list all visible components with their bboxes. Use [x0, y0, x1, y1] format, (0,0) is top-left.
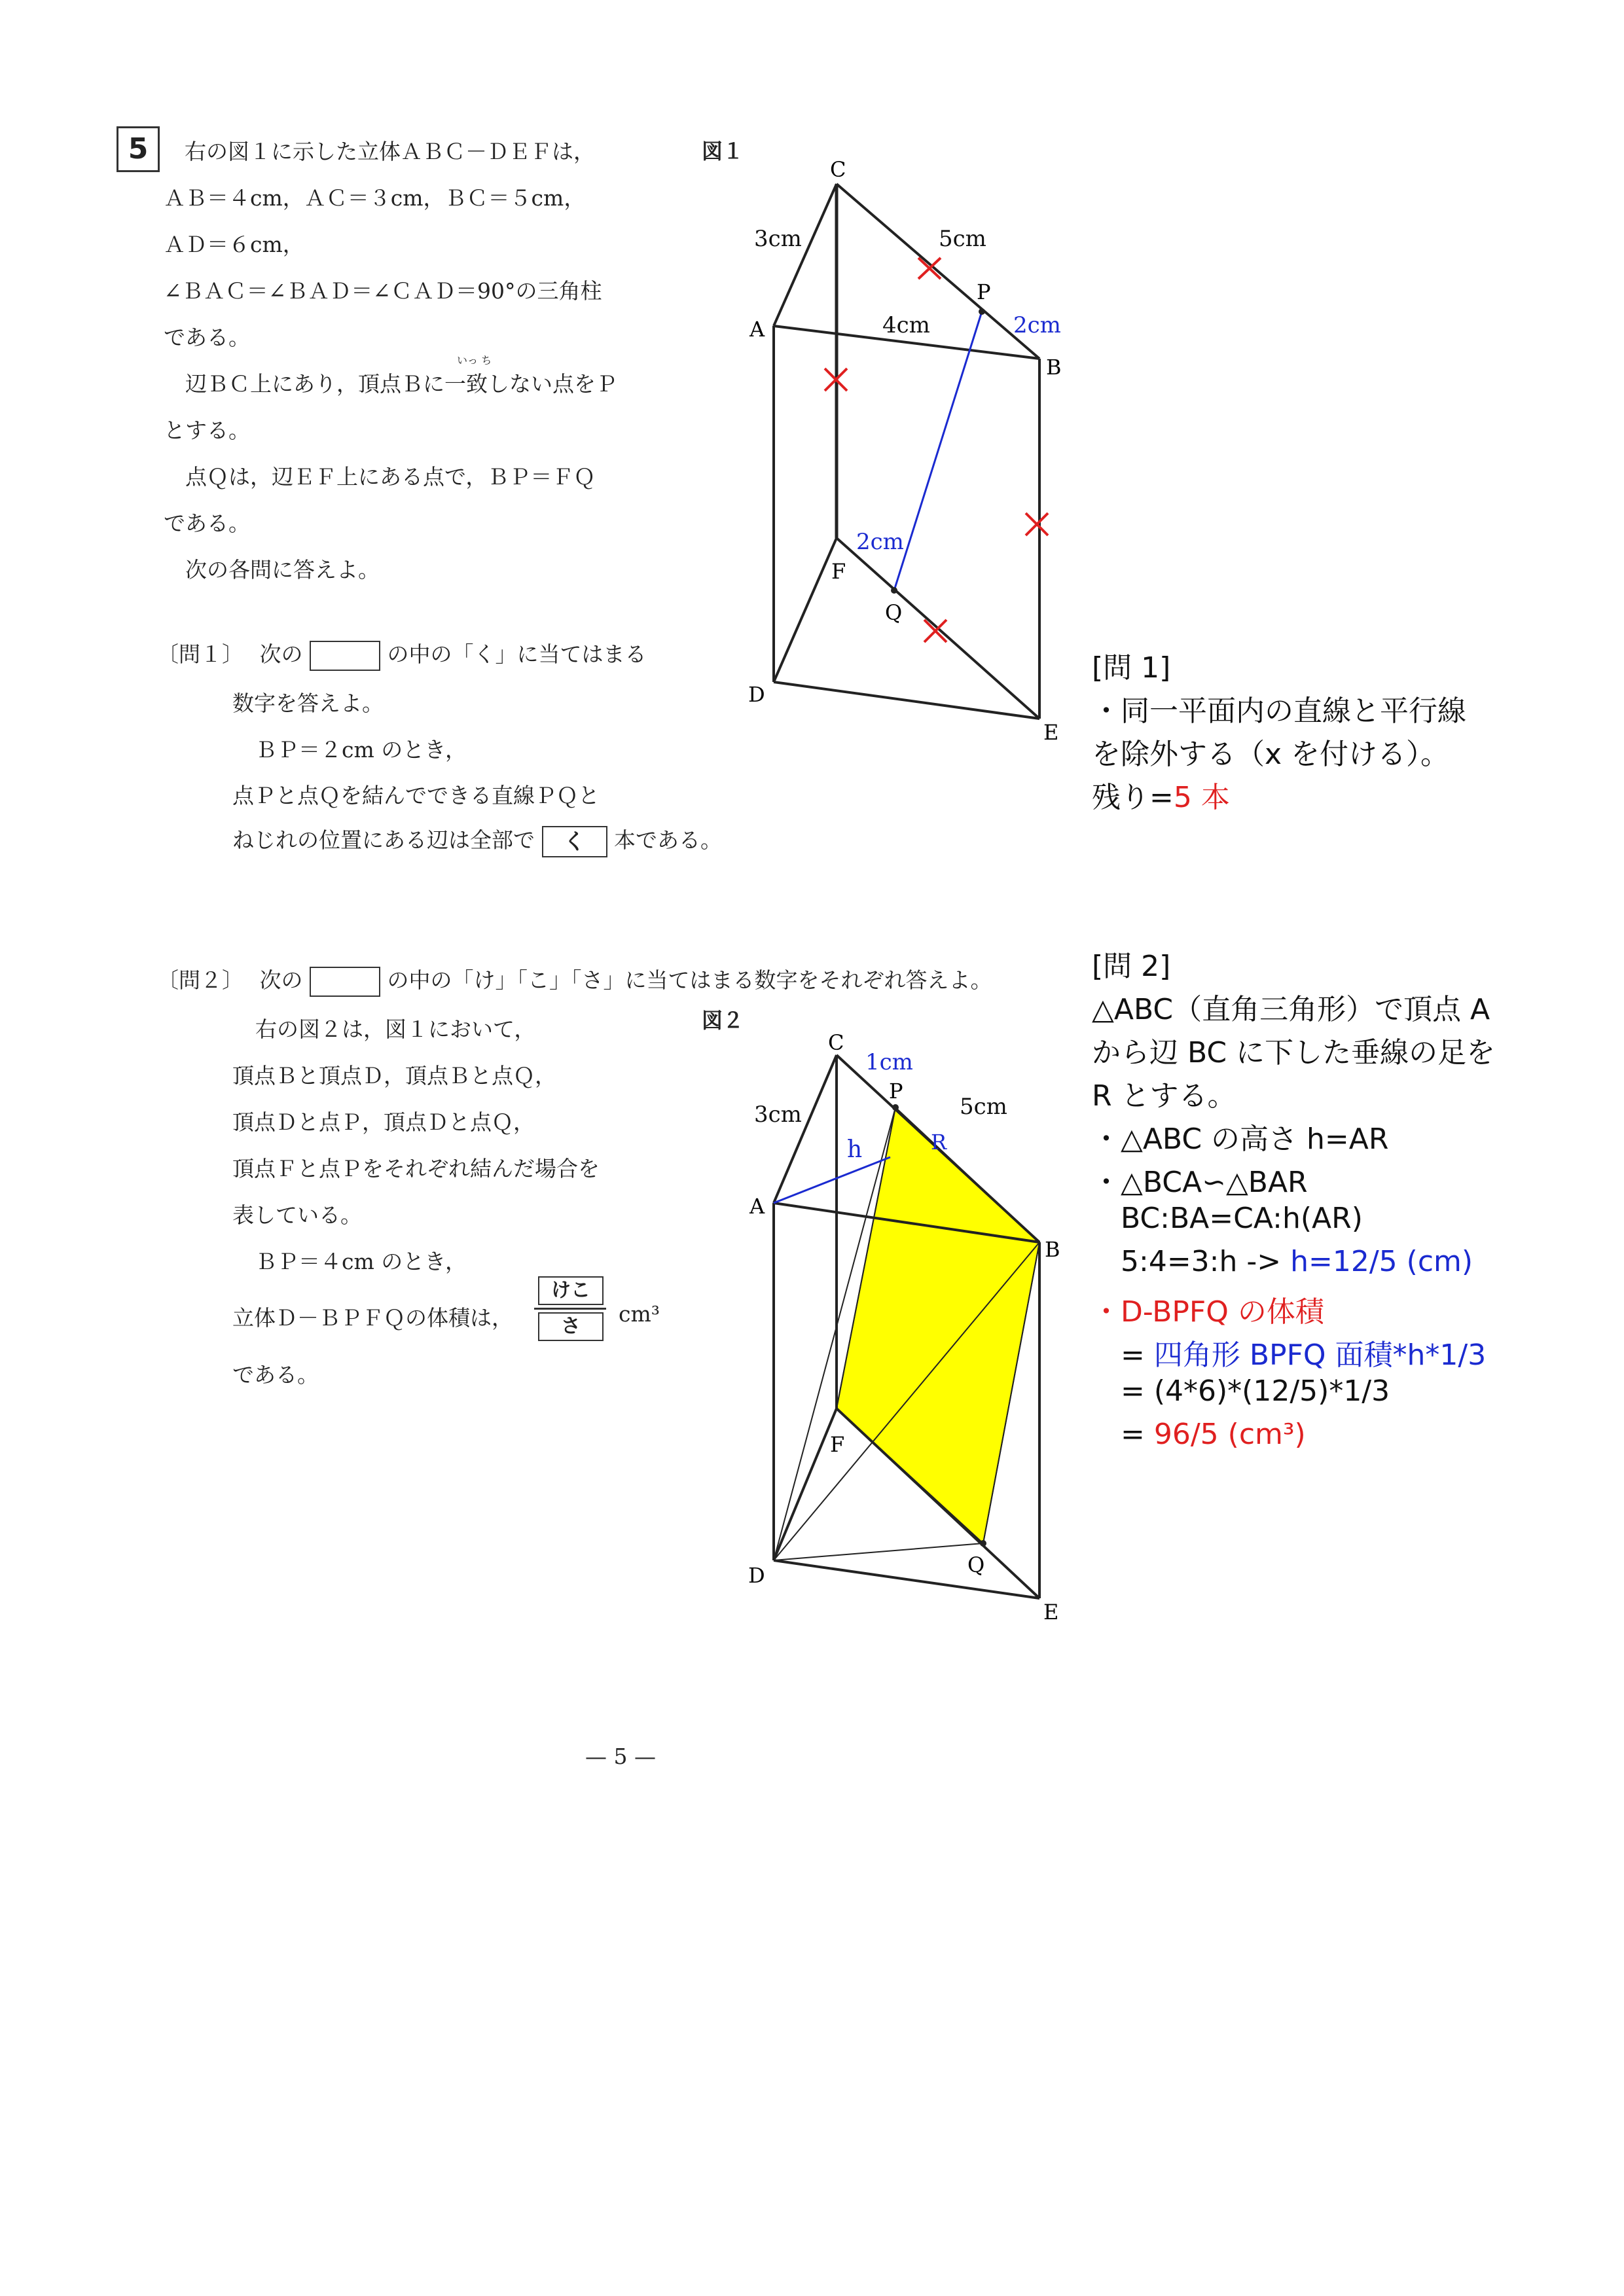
fig1-label-a: A	[749, 317, 765, 342]
q1-line5-b: 本である。	[614, 827, 722, 853]
q2-volume-text: 立体Ｄ－ＢＰＦＱの体積は，	[232, 1305, 513, 1331]
fig2-label-a: A	[749, 1194, 765, 1219]
point2-p	[892, 1104, 899, 1111]
notes2-line-9	[1121, 1331, 1486, 1373]
fig1-ann-bp: 2cm	[1013, 312, 1061, 338]
notes1-line-1: ・同一平面内の直線と平行線	[1092, 694, 1466, 728]
q1-text-b: の中の「く」に当てはまる	[387, 641, 647, 667]
notes2-line-3: R とする。	[1092, 1079, 1236, 1113]
notes2-title: [問 2]	[1092, 950, 1171, 983]
q2-denominator-sa: さ	[538, 1312, 604, 1341]
quadrilateral-bpfq	[837, 1107, 1039, 1543]
fig2-label-q: Q	[967, 1552, 985, 1577]
intro-line-1: 右の図１に示した立体ＡＢＣ－ＤＥＦは，	[185, 139, 595, 164]
q1-line-4: 点Ｐと点Ｑを結んでできる直線ＰＱと	[232, 783, 600, 808]
notes2-line-11	[1121, 1418, 1306, 1451]
notes2-h-value: h=12/5 (cm)	[1290, 1245, 1473, 1278]
q1-answer-box-ku: く	[542, 826, 607, 857]
edge2-ac	[774, 1055, 837, 1203]
point2-q	[980, 1540, 986, 1547]
page-number: — 5 —	[585, 1744, 656, 1769]
edge2-de	[774, 1560, 1039, 1598]
notes1-remain-value: 5 本	[1173, 781, 1230, 814]
q2-text-5: 表している。	[232, 1202, 362, 1228]
notes2-line-6: BC:BA=CA:h(AR)	[1121, 1202, 1363, 1235]
notes2-formula: 四角形 BPFQ 面積*h*1/3	[1153, 1338, 1487, 1372]
intro-line-4: ∠ＢＡＣ＝∠ＢＡＤ＝∠ＣＡＤ＝90°の三角柱	[164, 278, 602, 304]
fig1-ann-ab: 4cm	[882, 312, 930, 338]
fig2-label-c: C	[828, 1030, 844, 1055]
fig1-ann-ac: 3cm	[754, 226, 802, 252]
notes1-line-2: を除外する（x を付ける）。	[1092, 738, 1450, 771]
intro-line-5: である。	[164, 325, 250, 350]
intro-line-2: ＡＢ＝４cm，ＡＣ＝３cm，ＢＣ＝５cm，	[164, 185, 586, 211]
fig2-title: 図２	[702, 1008, 744, 1033]
fig1-ann-fq: 2cm	[856, 529, 904, 555]
notes2-line-2: から辺 BC に下した垂線の足を	[1092, 1036, 1496, 1069]
q2-label: 〔問２〕	[157, 967, 244, 993]
intro-line-8: 点Ｑは，辺ＥＦ上にある点で，ＢＰ＝ＦＱ	[164, 464, 596, 490]
problem-number: 5	[117, 126, 160, 172]
ruby-icchi: いっ ち	[457, 354, 492, 367]
q1-line-3: ＢＰ＝２cm のとき，	[255, 737, 467, 762]
q1-line-2: 数字を答えよ。	[232, 691, 384, 716]
fig2-label-b: B	[1045, 1237, 1060, 1262]
line-dq	[774, 1543, 983, 1560]
fig2-ann-ac: 3cm	[754, 1102, 802, 1128]
q2-text-b: の中の「け」「こ」「さ」に当てはまる数字をそれぞれ答えよ。	[387, 967, 992, 993]
notes2-line-7	[1121, 1245, 1473, 1278]
notes2-line-10: = (4*6)*(12/5)*1/3	[1121, 1374, 1390, 1408]
q1-label: 〔問１〕	[157, 641, 244, 667]
notes2-line-5: ・△BCA∽△BAR	[1092, 1166, 1308, 1199]
q1-line5-a: ねじれの位置にある辺は全部で	[232, 827, 535, 853]
fig2-label-d: D	[748, 1563, 765, 1588]
q2-numerator-keko: けこ	[538, 1276, 604, 1305]
intro-line-6: 辺ＢＣ上にあり，頂点Ｂに一致しない点をＰ	[164, 371, 617, 397]
fig2-label-e: E	[1043, 1600, 1059, 1624]
intro-line-7: とする。	[164, 418, 250, 443]
q2-text-a: 次の	[259, 967, 303, 993]
fig1-label-b: B	[1046, 355, 1062, 380]
intro-line-10: 次の各問に答えよ。	[164, 557, 380, 583]
notes2-eq-3: =	[1121, 1418, 1154, 1451]
notes2-bullet: ・	[1092, 1295, 1121, 1329]
notes2-eq-1: =	[1121, 1338, 1154, 1372]
notes2-ratio: 5:4=3:h ->	[1121, 1245, 1291, 1278]
fig2-label-p: P	[889, 1079, 903, 1103]
notes2-volume-label: D-BPFQ の体積	[1121, 1295, 1324, 1329]
fig1-label-f: F	[831, 559, 846, 584]
edge2-df	[774, 1408, 837, 1560]
fig1-title: 図１	[702, 139, 744, 164]
fig1-label-d: D	[748, 682, 765, 707]
q2-text-2: 頂点Ｂと頂点Ｄ，頂点Ｂと点Ｑ，	[232, 1063, 556, 1088]
notes2-result: 96/5 (cm³)	[1153, 1418, 1306, 1451]
intro-line-9: である。	[164, 511, 250, 536]
notes2-line-4: ・△ABC の高さ h=AR	[1092, 1122, 1389, 1156]
fig1-label-p: P	[977, 279, 991, 304]
q2-text-4: 頂点Ｆと点Ｐをそれぞれ結んだ場合を	[232, 1156, 600, 1181]
fig1-label-c: C	[830, 157, 846, 182]
notes2-line-1: △ABC（直角三角形）で頂点 A	[1092, 993, 1490, 1026]
fig1-label-q: Q	[885, 600, 903, 625]
notes2-line-8	[1092, 1288, 1324, 1330]
fig1-ann-bc: 5cm	[939, 226, 986, 252]
q2-text-3: 頂点Ｄと点Ｐ，頂点Ｄと点Ｑ，	[232, 1109, 535, 1135]
fig2-label-r: R	[931, 1130, 947, 1155]
fig1-label-e: E	[1043, 720, 1059, 745]
q2-end: である。	[232, 1362, 319, 1388]
notes1-title: [問 1]	[1092, 651, 1171, 685]
notes1-remain-label: 残り=	[1092, 781, 1174, 814]
q2-text-6: ＢＰ＝４cm のとき，	[255, 1249, 467, 1274]
fig2-ann-bc: 5cm	[960, 1094, 1007, 1120]
notes1-line-3	[1092, 774, 1230, 816]
fig2-label-f: F	[830, 1432, 845, 1457]
q2-text-1: 右の図２は，図１において，	[255, 1016, 536, 1042]
intro-line-3: ＡＤ＝６cm，	[164, 232, 304, 257]
fig2-ann-cp: 1cm	[865, 1049, 913, 1075]
fig2-ann-h: h	[847, 1136, 863, 1163]
q1-text-a: 次の	[259, 641, 303, 667]
q2-unit: cm³	[619, 1301, 660, 1327]
